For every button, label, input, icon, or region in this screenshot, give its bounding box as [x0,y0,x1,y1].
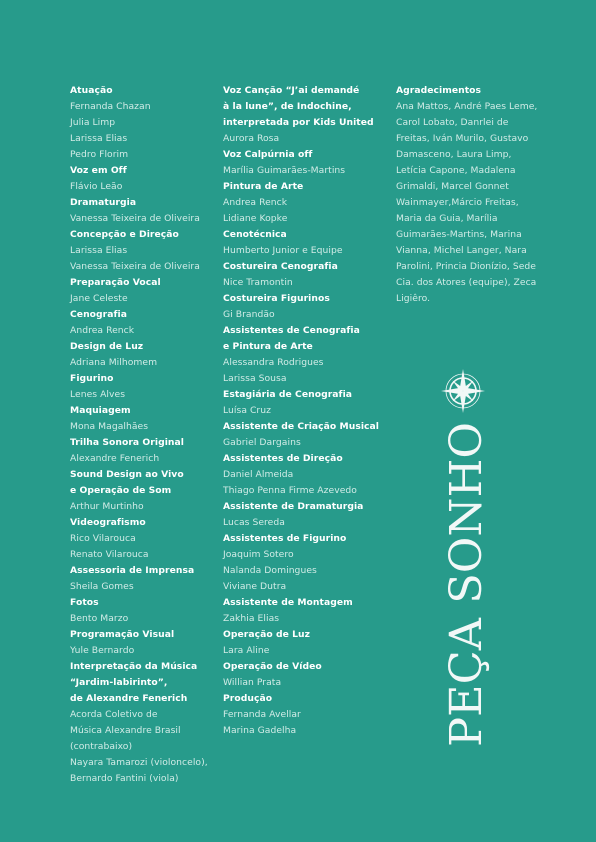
credit-role: Operação de Vídeo [223,661,322,672]
credit-name: Rico Vilarouca [70,533,136,544]
credit-role: e Operação de Som [70,485,172,496]
credit-role: Assessoria de Imprensa [70,565,195,576]
credit-name: Alessandra Rodrigues [223,357,324,368]
credit-role: Cenografia [70,309,127,320]
credit-name: Lenes Alves [70,389,126,400]
credit-name: Andrea Renck [70,325,135,336]
credit-role: Design de Luz [70,341,144,352]
credit-role: Assistentes de Cenografia [223,325,360,336]
credit-name: Vianna, Michel Langer, Nara [396,245,527,256]
credit-name: Ligiêro. [396,293,431,304]
credit-name: Freitas, Iván Murilo, Gustavo [396,133,529,144]
credit-name: Ana Mattos, André Paes Leme, [396,101,538,112]
credit-name: Alexandre Fenerich [70,453,160,464]
credit-name: Guimarães-Martins, Marina [396,229,522,240]
credit-name: Bento Marzo [70,613,129,624]
credit-role: Atuação [70,85,113,96]
credit-role: de Alexandre Fenerich [70,693,188,704]
credit-name: Wainmayer,Márcio Freitas, [396,197,519,208]
credit-name: Nice Tramontin [223,277,293,288]
credit-name: Gabriel Dargains [223,437,301,448]
credit-role: Assistente de Criação Musical [223,421,379,432]
credit-role: Assistentes de Figurino [223,533,347,544]
credit-role: Preparação Vocal [70,277,161,288]
credit-role: Operação de Luz [223,629,311,640]
credit-role: Cenotécnica [223,229,287,240]
credit-role: à la lune”, de Indochine, [223,101,352,112]
credit-role: Voz Canção “J’ai demandé [223,85,360,96]
credit-role: Interpretação da Música [70,661,198,672]
credit-name: Parolini, Princia Dionízio, Sede [396,261,536,272]
credit-name: Vanessa Teixeira de Oliveira [70,213,200,224]
credit-role: Agradecimentos [396,85,482,96]
credit-role: Maquiagem [70,405,131,416]
logo-graphic [433,365,493,755]
credit-name: Larissa Elias [70,133,128,144]
credit-name: Sheila Gomes [70,581,134,592]
credit-name: Nayara Tamarozi (violoncelo), [70,757,208,768]
credit-name: Marília Guimarães-Martins [223,165,346,176]
credit-name: Larissa Elias [70,245,128,256]
credit-name: Vanessa Teixeira de Oliveira [70,261,200,272]
credit-name: Thiago Penna Firme Azevedo [223,485,357,496]
credit-name: Fernanda Chazan [70,101,151,112]
credit-name: Viviane Dutra [223,581,287,592]
credit-name: Humberto Junior e Equipe [223,245,343,256]
credit-name: Andrea Renck [223,197,288,208]
credit-role: Concepção e Direção [70,229,179,240]
credit-name: Pedro Florim [70,149,129,160]
credit-name: Cia. dos Atores (equipe), Zeca [396,277,537,288]
credit-name: Nalanda Domingues [223,565,317,576]
credit-role: Assistente de Dramaturgia [223,501,364,512]
credit-name: Joaquim Sotero [223,549,294,560]
credit-role: Voz Calpúrnia off [223,149,313,160]
credit-role: Estagiária de Cenografia [223,389,353,400]
credit-name: Lara Aline [223,645,270,656]
credit-name: Daniel Almeida [223,469,294,480]
credit-name: Lidiane Kopke [223,213,288,224]
credit-name: Zakhia Elias [223,613,280,624]
credit-role: Assistentes de Direção [223,453,343,464]
acknowledgements-column [396,83,546,307]
credit-name: Letícia Capone, Madalena [396,165,516,176]
credit-role: Fotos [70,597,99,608]
credit-role: Pintura de Arte [223,181,304,192]
credit-role: Figurino [70,373,114,384]
credit-role: Assistente de Montagem [223,597,353,608]
credit-name: Música Alexandre Brasil [70,725,181,736]
credit-role: Trilha Sonora Original [70,437,184,448]
credit-name: Flávio Leão [70,181,123,192]
compass-star-icon [441,369,485,413]
credit-role: Costureira Figurinos [223,293,330,304]
credit-name: Larissa Sousa [223,373,287,384]
credit-name: Willian Prata [223,677,282,688]
credit-role: Dramaturgia [70,197,137,208]
credit-role: Sound Design ao Vivo [70,469,184,480]
credit-role: Costureira Cenografia [223,261,338,272]
credit-name: Maria da Guia, Marília [396,213,498,224]
credit-name: Arthur Murtinho [70,501,144,512]
credit-name: Carol Lobato, Danrlei de [396,117,509,128]
credit-name: Lucas Sereda [223,517,285,528]
credit-role: Voz em Off [70,165,127,176]
credit-name: Julia Limp [70,117,116,128]
credit-name: (contrabaixo) [70,741,133,752]
credit-name: Marina Gadelha [223,725,297,736]
credit-name: Luísa Cruz [223,405,272,416]
credits-column-1 [70,83,220,787]
credit-name: Adriana Milhomem [70,357,158,368]
credit-name: Mona Magalhães [70,421,149,432]
credit-role: Produção [223,693,273,704]
credit-name: Damasceno, Laura Limp, [396,149,512,160]
credit-name: Yule Bernardo [70,645,135,656]
credit-name: Gi Brandão [223,309,275,320]
credit-role: e Pintura de Arte [223,341,313,352]
credit-name: Jane Celeste [70,293,128,304]
logo-wordmark: PEÇA SONHO [441,426,492,747]
credit-name: Fernanda Avellar [223,709,301,720]
credit-name: Bernardo Fantini (viola) [70,773,179,784]
credit-role: Programação Visual [70,629,175,640]
credit-name: Acorda Coletivo de [70,709,158,720]
logo [433,365,493,755]
credit-name: Grimaldi, Marcel Gonnet [396,181,509,192]
credits-column-2 [223,83,393,739]
credit-role: “Jardim-labirinto”, [70,677,168,688]
credit-role: interpretada por Kids United [223,117,374,128]
credit-name: Aurora Rosa [223,133,280,144]
credit-name: Renato Vilarouca [70,549,149,560]
credit-role: Videografismo [70,517,146,528]
